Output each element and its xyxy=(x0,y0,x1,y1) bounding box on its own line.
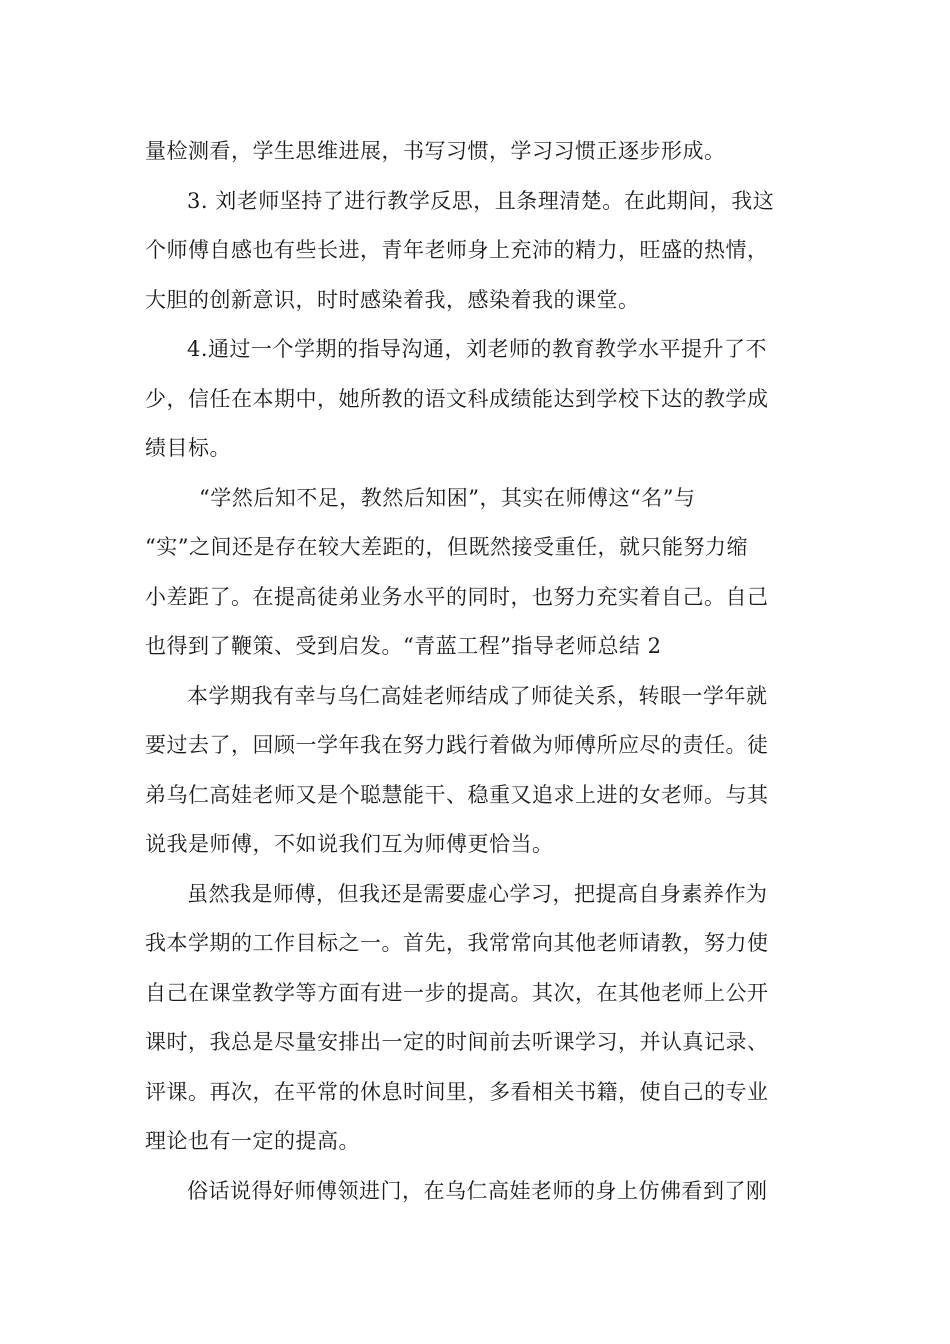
text-line: 俗话说得好师傅领进门，在乌仁高娃老师的身上仿佛看到了刚 xyxy=(187,1179,768,1203)
text-line: “实”之间还是存在较大差距的，但既然接受重任，就只能努力缩 xyxy=(145,535,748,559)
text-line: 4.通过一个学期的指导沟通，刘老师的教育教学水平提升了不 xyxy=(187,337,768,361)
text-line: 自己在课堂教学等方面有进一步的提高。其次，在其他老师上公开 xyxy=(145,981,769,1005)
text-line: 少，信任在本期中，她所教的语文科成绩能达到学校下达的教学成 xyxy=(145,387,769,411)
text-line: 理论也有一定的提高。 xyxy=(145,1129,360,1153)
text-line: 虽然我是师傅，但我还是需要虚心学习，把提高自身素养作为 xyxy=(187,882,768,906)
text-line: 个师傅自感也有些长进，青年老师身上充沛的精力，旺盛的热情， xyxy=(145,238,769,262)
text-line: 要过去了，回顾一学年我在努力践行着做为师傅所应尽的责任。徒 xyxy=(145,733,769,757)
text-line: 量检测看，学生思维进展，书写习惯，学习习惯正逐步形成。 xyxy=(145,139,726,163)
text-line: 弟乌仁高娃老师又是个聪慧能干、稳重又追求上进的女老师。与其 xyxy=(145,783,769,807)
text-line: 本学期我有幸与乌仁高娃老师结成了师徒关系，转眼一学年就 xyxy=(187,684,768,708)
text-line: 课时，我总是尽量安排出一定的时间前去听课学习，并认真记录、 xyxy=(145,1030,769,1054)
text-line: 我本学期的工作目标之一。首先，我常常向其他老师请教，努力使 xyxy=(145,931,769,955)
text-line: 绩目标。 xyxy=(145,436,231,460)
text-line: 小差距了。在提高徒弟业务水平的同时，也努力充实着自己。自己 xyxy=(145,585,769,609)
text-line: 大胆的创新意识，时时感染着我，感染着我的课堂。 xyxy=(145,288,640,312)
text-line: 评课。再次，在平常的休息时间里，多看相关书籍，使自己的专业 xyxy=(145,1080,769,1104)
text-line: 3. 刘老师坚持了进行教学反思，且条理清楚。在此期间，我这 xyxy=(187,189,775,213)
text-line: 说我是师傅，不如说我们互为师傅更恰当。 xyxy=(145,832,554,856)
text-line: “学然后知不足，教然后知困”，其实在师傅这“名”与 xyxy=(199,486,696,510)
text-line: 也得到了鞭策、受到启发。“青蓝工程”指导老师总结 2 xyxy=(145,634,662,658)
